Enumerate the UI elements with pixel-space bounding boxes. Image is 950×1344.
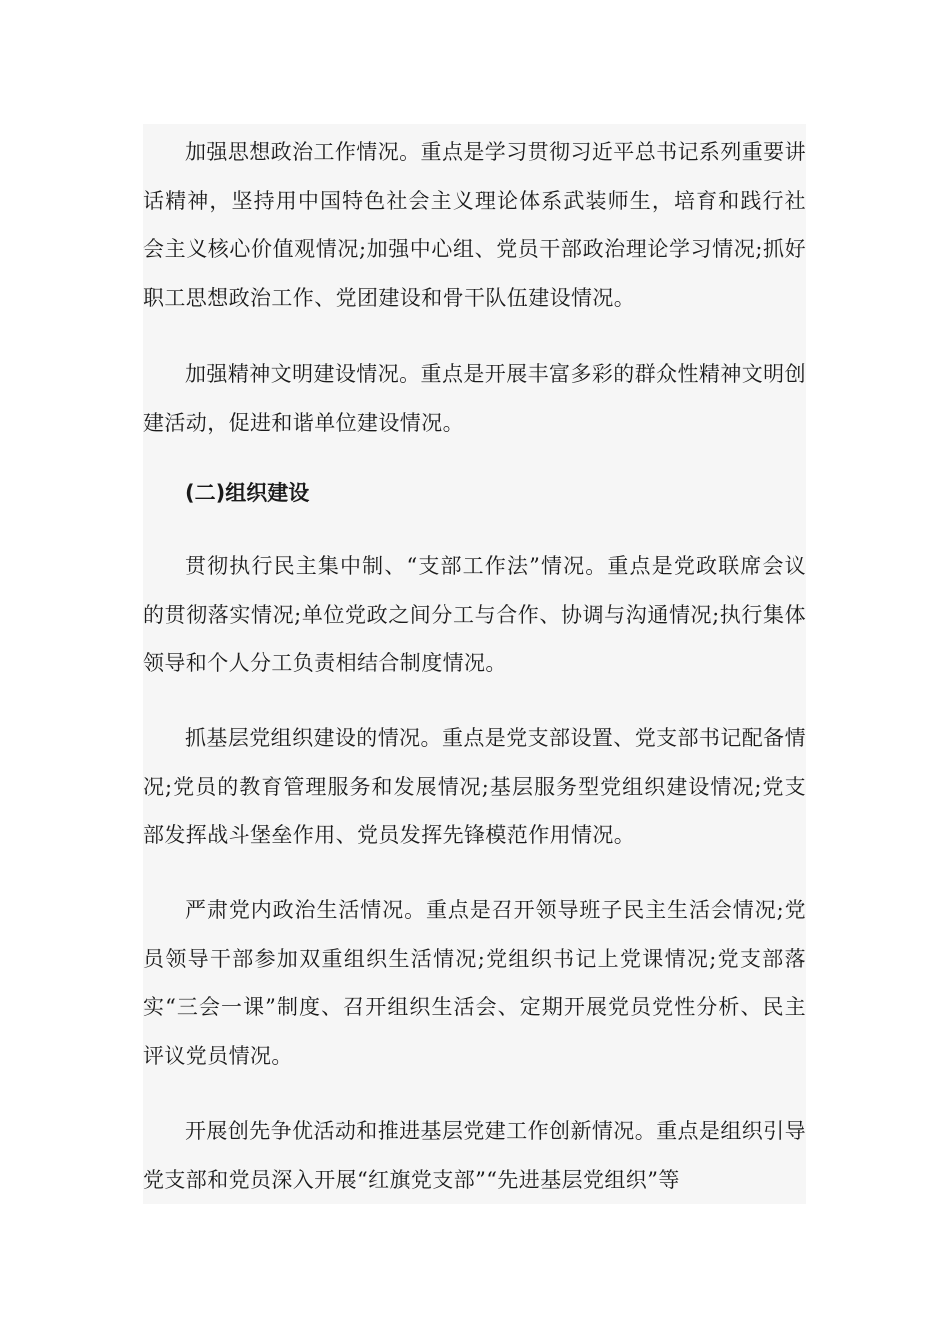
paragraph-ideological-work: 加强思想政治工作情况。重点是学习贯彻习近平总书记系列重要讲话精神，坚持用中国特色社会主义理论体系武装师生，培育和践行社会主义核心价值观情况;加强中心组、党员干部政治理论学习情况;抓好职工思想政治工作、党团建设和骨干队伍建设情况。 [143, 140, 806, 310]
document-page [143, 124, 806, 1204]
paragraph-grassroots-organization: 抓基层党组织建设的情况。重点是党支部设置、党支部书记配备情况;党员的教育管理服务和发展情况;基层服务型党组织建设情况;党支部发挥战斗堡垒作用、党员发挥先锋模范作用情况。 [143, 726, 806, 847]
paragraph-spiritual-civilization: 加强精神文明建设情况。重点是开展丰富多彩的群众性精神文明创建活动，促进和谐单位建设情况。 [143, 362, 806, 435]
paragraph-party-political-life: 严肃党内政治生活情况。重点是召开领导班子民主生活会情况;党员领导干部参加双重组织生活情况;党组织书记上党课情况;党支部落实“三会一课”制度、召开组织生活会、定期开展党员党性分析、民主评议党员情况。 [143, 898, 806, 1068]
paragraph-democratic-centralism: 贯彻执行民主集中制、“支部工作法”情况。重点是党政联席会议的贯彻落实情况;单位党政之间分工与合作、协调与沟通情况;执行集体领导和个人分工负责相结合制度情况。 [143, 554, 806, 675]
section-heading-organization: (二)组织建设 [185, 481, 310, 505]
paragraph-excellence-activities: 开展创先争优活动和推进基层党建工作创新情况。重点是组织引导党支部和党员深入开展“红旗党支部”“先进基层党组织”等 [143, 1119, 806, 1192]
